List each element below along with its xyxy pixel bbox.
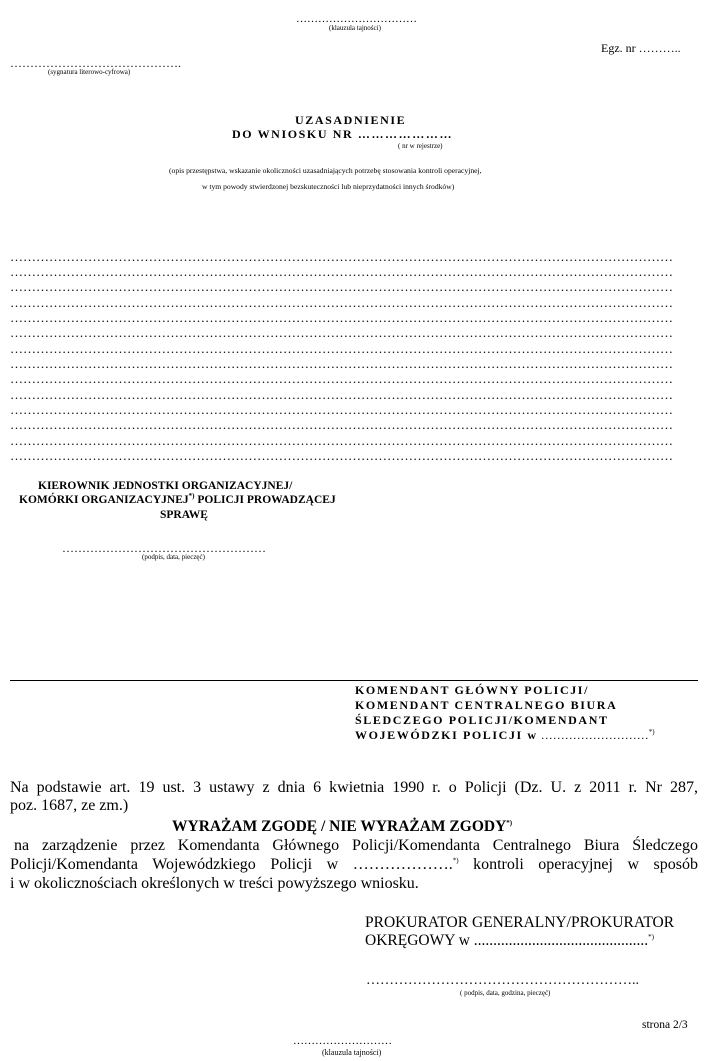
head-signature-caption: (podpis, data, pieczęć) — [142, 553, 205, 561]
dotted-line: ……………………………………………………………………………………………………………………………………… — [10, 341, 673, 356]
order-line-2: Policji/Komendanta Wojewódzkiego Policji w ……………….*) kontroli operacyjnej w sposób — [10, 856, 699, 873]
consent-heading: WYRAŻAM ZGODĘ / NIE WYRAŻAM ZGODY*) — [172, 818, 513, 835]
classification-caption: (klauzula tajności) — [329, 24, 381, 32]
commander-line-3: ŚLEDCZEGO POLICJI/KOMENDANT — [355, 713, 609, 727]
footer-classification-caption: (klauzula tajności) — [322, 1048, 382, 1057]
head-signature-dots: …………………………………………… — [62, 541, 266, 555]
dotted-line: ……………………………………………………………………………………………………………………………………… — [10, 279, 673, 294]
dotted-line: ……………………………………………………………………………………………………………………………………… — [10, 448, 673, 463]
order-line-3: i w okolicznościach określonych w treści powyższego wniosku. — [10, 875, 419, 892]
dotted-line: ……………………………………………………………………………………………………………………………………… — [10, 387, 673, 402]
register-caption: ( nr w rejestrze) — [398, 142, 443, 150]
head-of-unit-line-1: KIEROWNIK JEDNOSTKI ORGANIZACYJNEJ/ — [38, 480, 293, 492]
application-number: DO WNIOSKU NR ………………… — [232, 127, 454, 141]
footer-classification-dots: ……………………… — [293, 1035, 392, 1047]
page-number: strona 2/3 — [642, 1019, 688, 1031]
order-line-1: na zarządzenie przez Komendanta Głównego Policji/Komendanta Centralnego Biura Śledczego — [14, 837, 698, 854]
copy-number: Egz. nr ……….. — [601, 41, 681, 55]
section-divider — [10, 680, 698, 681]
dotted-line: ……………………………………………………………………………………………………………………………………… — [10, 264, 673, 279]
commander-line-1: KOMENDANT GŁÓWNY POLICJI/ — [355, 683, 590, 697]
commander-line-4: WOJEWÓDZKI POLICJI w ………………………*) — [355, 728, 655, 742]
prosecutor-line-1: PROKURATOR GENERALNY/PROKURATOR — [365, 914, 675, 931]
dotted-line: ……………………………………………………………………………………………………………………………………… — [10, 433, 673, 448]
head-of-unit-line-2: KOMÓRKI ORGANIZACYJNEJ*) POLICJI PROWADZĄCEJ — [19, 492, 336, 506]
document-title: UZASADNIENIE — [295, 113, 407, 127]
dotted-line: ……………………………………………………………………………………………………………………………………… — [10, 310, 673, 325]
dotted-line: ……………………………………………………………………………………………………………………………………… — [10, 417, 673, 432]
commander-line-2: KOMENDANT CENTRALNEGO BIURA — [355, 698, 618, 712]
classification-dots: …………………………… — [296, 13, 417, 25]
dotted-line: ……………………………………………………………………………………………………………………………………… — [10, 402, 673, 417]
prosecutor-signature-dots: ………………………………………………….. — [366, 973, 639, 988]
prosecutor-signature-caption: ( podpis, data, godzina, pieczęć) — [460, 989, 551, 997]
dotted-line: ……………………………………………………………………………………………………………………………………… — [10, 249, 673, 264]
dotted-line: ……………………………………………………………………………………………………………………………………… — [10, 371, 673, 386]
dotted-line: ……………………………………………………………………………………………………………………………………… — [10, 295, 673, 310]
signature-dots: ……………………………………. — [10, 56, 181, 70]
prosecutor-line-2: OKRĘGOWY w .............................................*) — [365, 932, 654, 949]
head-of-unit-line-3: SPRAWĘ — [160, 509, 208, 521]
description-caption-1: (opis przestępstwa, wskazanie okoliczności uzasadniających potrzebę stosowania kontroli operacyjnej, — [169, 166, 482, 175]
dotted-line: ……………………………………………………………………………………………………………………………………… — [10, 325, 673, 340]
signature-caption: (sygnatura literowo-cyfrowa) — [48, 68, 131, 76]
dotted-line: ……………………………………………………………………………………………………………………………………… — [10, 356, 673, 371]
description-caption-2: w tym powody stwierdzonej bezskuteczności lub nieprzydatności innych środków) — [202, 182, 455, 191]
legal-basis-line-1: Na podstawie art. 19 ust. 3 ustawy z dnia 6 kwietnia 1990 r. o Policji (Dz. U. z 2011 r. Nr 287, — [10, 779, 698, 796]
legal-basis-line-2: poz. 1687, ze zm.) — [10, 797, 129, 814]
